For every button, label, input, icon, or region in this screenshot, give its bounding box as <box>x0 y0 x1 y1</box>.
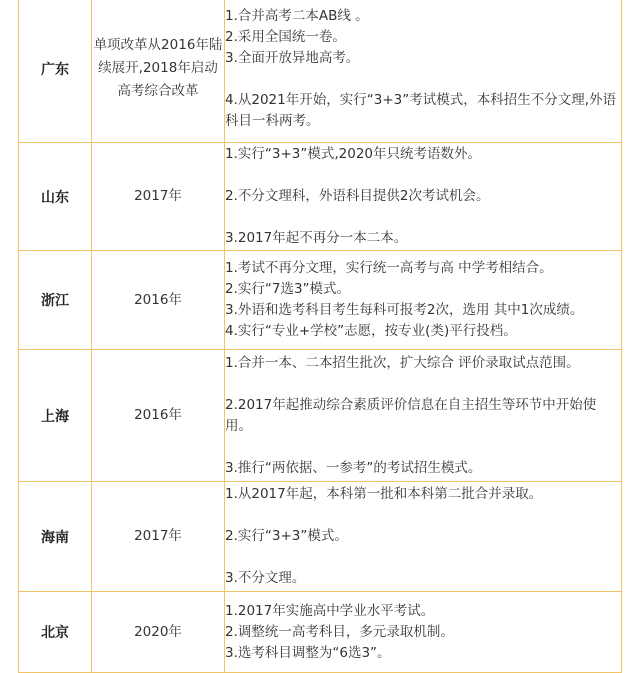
province-cell: 广东 <box>19 0 92 143</box>
note-line: 2.采用全国统一卷。 <box>225 28 346 45</box>
year-line: 2017年 <box>134 528 182 544</box>
note-spacer <box>225 207 621 228</box>
year-cell <box>92 143 225 251</box>
notes-cell <box>225 350 622 482</box>
year-line: 2016年 <box>134 407 182 423</box>
gaokao-reform-table <box>18 0 622 673</box>
note-spacer <box>225 69 621 90</box>
year-cell <box>92 482 225 592</box>
table-row-hainan <box>19 482 622 592</box>
note-line: 4.实行“专业+学校”志愿，按专业(类)平行投档。 <box>225 323 517 339</box>
note-line: 1.从2017年起，本科第一批和本科第二批合并录取。 <box>225 486 543 502</box>
year-cell <box>92 251 225 350</box>
year-line: 2020年 <box>134 623 182 640</box>
note-line: 1.合并高考二本AB线 。 <box>225 7 369 24</box>
note-line: 1.实行“3+3”模式,2020年只统考语数外。 <box>225 146 482 162</box>
year-cell <box>92 350 225 482</box>
province-cell: 浙江 <box>19 251 92 350</box>
note-line: 3.推行“两依据、一参考”的考试招生模式。 <box>225 459 482 476</box>
note-line: 1.考试不再分文理，实行统一高考与高 中学考相结合。 <box>225 260 553 276</box>
year-line: 2016年 <box>134 291 182 308</box>
table-row-shanghai <box>19 350 622 482</box>
note-line: 2.不分文理科，外语科目提供2次考试机会。 <box>225 188 490 204</box>
note-line: 3.外语和选考科目考生每科可报考2次，选用 其中1次成绩。 <box>225 302 584 318</box>
note-line: 3.不分文理。 <box>225 570 306 586</box>
note-line: 2.实行“7选3”模式。 <box>225 281 351 297</box>
year-line: 2017年 <box>134 188 182 204</box>
table-row-guangdong <box>19 0 622 143</box>
year-line: 续展开,2018年启动 <box>98 60 218 76</box>
notes-cell <box>225 592 622 673</box>
table-row-beijing <box>19 592 622 673</box>
notes-cell <box>225 482 622 592</box>
note-spacer <box>225 547 621 568</box>
note-line: 3.全面开放异地高考。 <box>225 49 360 66</box>
notes-cell <box>225 251 622 350</box>
note-spacer <box>225 165 621 186</box>
year-line: 高考综合改革 <box>117 83 199 99</box>
notes-cell <box>225 143 622 251</box>
note-line: 1.2017年实施高中学业水平考试。 <box>225 602 435 619</box>
note-spacer <box>225 505 621 526</box>
note-line: 1.合并一本、二本招生批次，扩大综合 评价录取试点范围。 <box>225 354 580 371</box>
table-row-zhejiang <box>19 251 622 350</box>
year-cell <box>92 592 225 673</box>
note-line: 2.调整统一高考科目，多元录取机制。 <box>225 623 454 640</box>
note-line: 4.从2021年开始，实行“3+3”考试模式，本科招生不分文理,外语科目一科两考。 <box>225 91 617 129</box>
province-cell: 山东 <box>19 143 92 251</box>
note-line: 3.2017年起不再分一本二本。 <box>225 230 408 246</box>
note-line: 2.2017年起推动综合素质评价信息在自主招生等环节中开始使用。 <box>225 396 597 434</box>
year-cell <box>92 0 225 143</box>
note-spacer <box>225 374 621 395</box>
province-cell: 北京 <box>19 592 92 673</box>
notes-cell <box>225 0 622 143</box>
table-row-shandong <box>19 143 622 251</box>
province-cell: 上海 <box>19 350 92 482</box>
note-line: 2.实行“3+3”模式。 <box>225 528 348 544</box>
note-line: 3.选考科目调整为“6选3”。 <box>225 644 391 661</box>
note-spacer <box>225 437 621 458</box>
province-cell: 海南 <box>19 482 92 592</box>
year-line: 单项改革从2016年陆 <box>93 37 223 53</box>
